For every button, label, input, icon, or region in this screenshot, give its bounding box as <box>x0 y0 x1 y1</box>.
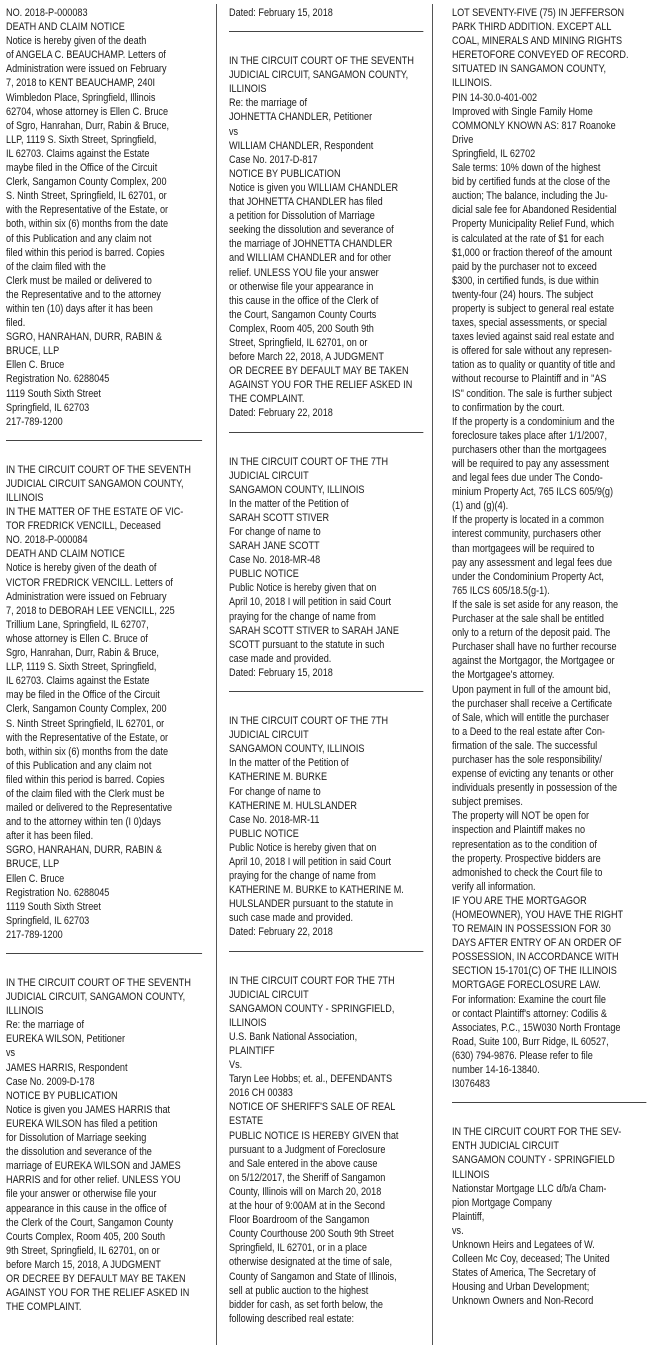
notice-line: or otherwise file your appearance in <box>229 280 374 293</box>
notice-line: both, within six (6) months from the date <box>6 745 169 758</box>
notice-line: U.S. Bank National Association, <box>229 1030 358 1043</box>
notice-line: of Sgro, Hanrahan, Durr, Rabin & Bruce, <box>6 119 170 132</box>
notice-line: SITUATED IN SANGAMON COUNTY, <box>452 63 607 76</box>
notice-line: pion Mortgage Company <box>452 1196 552 1209</box>
notice-line: Dated: February 22, 2018 <box>229 407 333 420</box>
notice-line: For change of name to <box>229 785 321 798</box>
notice-line: Upon payment in full of the amount bid, <box>452 683 611 696</box>
notice-line: 2016 CH 00383 <box>229 1087 293 1100</box>
notice-line: SGRO, HANRAHAN, DURR, RABIN & <box>6 331 162 344</box>
notice-line: Registration No. 6288045 <box>6 886 110 899</box>
notice-line: (630) 794-9876. Please refer to file <box>452 1049 593 1062</box>
notice-line: Notice is hereby given of the death of <box>6 562 157 575</box>
notice-line: Ellen C. Bruce <box>6 872 65 885</box>
notice-line: County, Illinois will on March 20, 2018 <box>229 1185 382 1198</box>
notice-line: to confirmation by the court. <box>452 401 565 414</box>
notice-line: within ten (10) days after it has been <box>6 302 153 315</box>
notice-line: IN THE CIRCUIT COURT OF THE SEVENTH <box>6 977 191 989</box>
notice-line: THE COMPLAINT. <box>6 1301 82 1314</box>
notice-line: PARK THIRD ADDITION. EXCEPT ALL <box>452 21 612 34</box>
notice-line: praying for the change of name from <box>229 870 376 883</box>
notice-line: Springfield, IL 62701, or in a place <box>229 1242 367 1255</box>
notice-line: Public Notice is hereby given that on <box>229 841 377 854</box>
notice-line: (1) and (g)(4). <box>452 500 509 513</box>
notice-line: KATHERINE M. BURKE to KATHERINE M. <box>229 884 404 897</box>
notice-line: 765 ILCS 605/18.5(g-1). <box>452 584 550 597</box>
notice-line: Vs. <box>229 1059 243 1072</box>
notice-line: of the claim filed with the Clerk must be <box>6 787 165 800</box>
notice-line: Clerk, Sangamon County Complex, 200 <box>6 176 167 189</box>
column-3 <box>452 6 646 1308</box>
notice-line: 217-789-1200 <box>6 928 63 941</box>
notice-line: and WILLIAM CHANDLER and for other <box>229 252 392 265</box>
legal-notice <box>229 54 423 420</box>
notice-line: that JOHNETTA CHANDLER has filed <box>229 196 383 209</box>
notice-line: filed within this period is barred. Copies <box>6 773 165 786</box>
notice-line: Complex, Room 405, 200 South 9th <box>229 322 374 335</box>
notice-line: pursuant to a Judgment of Foreclosure <box>229 1143 386 1156</box>
notice-line: April 10, 2018 I will petition in said Court <box>229 855 392 868</box>
column-1 <box>6 6 202 1314</box>
notice-line: the Clerk of the Court, Sangamon County <box>6 1216 174 1229</box>
notice-line: purchasers other than the mortgagees <box>452 443 607 456</box>
notice-line: against the Mortgagor, the Mortgagee or <box>452 655 615 668</box>
notice-line: auction; The balance, including the Ju- <box>452 190 608 203</box>
column-2 <box>229 6 423 1326</box>
notice-line: SARAH JANE SCOTT <box>229 540 320 553</box>
notice-line: If the property is located in a common <box>452 514 604 527</box>
notice-line: purchaser has the sole responsibility/ <box>452 753 602 766</box>
notice-line: tation as to quality or quantity of title and <box>452 359 616 372</box>
notice-line: 7, 2018 to KENT BEAUCHAMP, 240I <box>6 77 156 90</box>
notice-line: on 5/12/2017, the Sheriff of Sangamon <box>229 1171 386 1184</box>
notice-line: EUREKA WILSON has filed a petition <box>6 1117 158 1130</box>
notice-line: Case No. 2017-D-817 <box>229 153 318 166</box>
notice-line: of this Publication and any claim not <box>6 232 152 245</box>
notice-line: DEATH AND CLAIM NOTICE <box>6 21 125 34</box>
notice-line: SANGAMON COUNTY, ILLINOIS <box>229 483 365 496</box>
notice-line: to a Deed to the real estate after Con- <box>452 725 605 738</box>
notice-line: $1,000 or fraction thereof of the amount <box>452 246 613 259</box>
notice-line: vs <box>6 1047 16 1060</box>
notice-line: inspection and Plaintiff makes no <box>452 824 586 837</box>
notice-line: POSSESSION, IN ACCORDANCE WITH <box>452 951 619 964</box>
notice-line: pay any assessment and legal fees due <box>452 556 613 569</box>
notice-line: the Court, Sangamon County Courts <box>229 308 377 321</box>
legal-notice <box>229 6 423 20</box>
notice-line: of ANGELA C. BEAUCHAMP. Letters of <box>6 49 166 62</box>
notice-line: Drive <box>452 133 474 146</box>
notice-line: taxes, special assessments, or special <box>452 317 607 330</box>
notice-line: April 10, 2018 I will petition in said Court <box>229 596 392 609</box>
notice-line: LLP, 1119 S. Sixth Street, Springfield, <box>6 661 157 674</box>
legal-notice <box>6 976 202 1314</box>
notice-line: with the Representative of the Estate, or <box>6 731 169 744</box>
notice-line: vs. <box>452 1224 464 1237</box>
notice-line: (HOMEOWNER), YOU HAVE THE RIGHT <box>452 909 624 921</box>
notice-line: individuals presently in possession of the <box>452 782 618 795</box>
notice-line: 1119 South Sixth Street <box>6 900 101 913</box>
notice-line: the Mortgagee's attorney. <box>452 669 555 682</box>
notice-line: ILLINOIS <box>6 492 44 504</box>
notice-line: Springfield, IL 62702 <box>452 147 536 160</box>
notice-line: JUDICIAL CIRCUIT <box>229 988 309 1001</box>
notice-line: at the hour of 9:00AM at in the Second <box>229 1200 386 1213</box>
notice-line: expense of evicting any tenants or other <box>452 768 614 781</box>
notice-line: SANGAMON COUNTY, ILLINOIS <box>229 743 365 756</box>
notice-line: Administration were issued on February <box>6 63 167 76</box>
notice-line: SCOTT pursuant to the statute in such <box>229 638 385 651</box>
legal-notice <box>452 6 646 1091</box>
notice-line: bidder for cash, as set forth below, the <box>229 1298 383 1311</box>
notice-line: both, within six (6) months from the date <box>6 218 169 231</box>
notice-line: JAMES HARRIS, Respondent <box>6 1061 128 1074</box>
notice-line: the dissolution and severance of the <box>6 1146 152 1159</box>
notice-line: JOHNETTA CHANDLER, Petitioner <box>229 111 373 124</box>
notice-line: County Courthouse 200 South 9th Street <box>229 1228 394 1241</box>
notice-line: IN THE MATTER OF THE ESTATE OF VIC- <box>6 506 184 519</box>
notice-line: NO. 2018-P-000084 <box>6 534 88 547</box>
notice-line: The property will NOT be open for <box>452 810 590 823</box>
notice-line: file your answer or otherwise file your <box>6 1188 157 1201</box>
notice-line: PUBLIC NOTICE <box>229 827 299 840</box>
notice-line: admonished to check the Court file to <box>452 866 603 879</box>
notice-line: such case made and provided. <box>229 912 354 925</box>
notice-line: number 14-16-13840. <box>452 1064 540 1077</box>
notice-divider <box>6 953 202 954</box>
notice-line: 9th Street, Springfield, IL 62701, on or <box>6 1244 160 1257</box>
notice-line: of Sale, which will entitle the purchaser <box>452 711 609 724</box>
notice-line: Taryn Lee Hobbs; et. al., DEFENDANTS <box>229 1073 393 1086</box>
notice-line: taxes levied against said real estate and <box>452 331 615 344</box>
notice-line: JUDICIAL CIRCUIT <box>229 469 309 482</box>
notice-line: than mortgagees will be required to <box>452 542 595 555</box>
notice-line: Notice is hereby given of the death <box>6 35 147 48</box>
notice-line: NO. 2018-P-000083 <box>6 7 88 19</box>
notice-line: Wimbledon Place, Springfield, Illinois <box>6 91 156 104</box>
notice-line: without recourse to Plaintiff and in "AS <box>452 373 607 386</box>
notice-line: maybe filed in the Office of the Circuit <box>6 162 158 175</box>
legal-notice <box>452 1125 646 1308</box>
notice-line: seeking the dissolution and severance of <box>229 224 394 237</box>
notice-line: PUBLIC NOTICE <box>229 568 299 581</box>
notice-line: relief. UNLESS YOU file your answer <box>229 266 379 279</box>
notice-line: SANGAMON COUNTY - SPRINGFIELD <box>452 1154 615 1167</box>
notice-line: In the matter of the Petition of <box>229 497 349 510</box>
notice-line: If the sale is set aside for any reason, the <box>452 598 619 611</box>
notice-line: of this Publication and any claim not <box>6 759 152 772</box>
notice-line: JUDICIAL CIRCUIT <box>229 729 309 742</box>
notice-line: Housing and Urban Development; <box>452 1281 590 1294</box>
notice-line: otherwise designated at the time of sale, <box>229 1256 393 1269</box>
notice-line: KATHERINE M. HULSLANDER <box>229 799 357 812</box>
notice-line: ILLINOIS <box>452 1168 490 1181</box>
notice-line: HERETOFORE CONVEYED OF RECORD. <box>452 49 629 62</box>
notice-line: after it has been filed. <box>6 830 94 843</box>
notice-line: case made and provided. <box>229 652 332 665</box>
notice-line: States of America, The Secretary of <box>452 1267 596 1280</box>
notice-line: 1119 South Sixth Street <box>6 387 101 400</box>
notice-line: PUBLIC NOTICE IS HEREBY GIVEN that <box>229 1129 399 1142</box>
notice-line: IL 62703. Claims against the Estate <box>6 147 150 160</box>
notice-line: and to the attorney within ten (I 0)days <box>6 816 161 829</box>
notice-line: OR DECREE BY DEFAULT MAY BE TAKEN <box>229 365 409 378</box>
notice-line: 217-789-1200 <box>6 415 63 428</box>
notice-line: under the Condominium Property Act, <box>452 570 604 583</box>
notice-line: SECTION 15-1701(C) OF THE ILLINOIS <box>452 965 617 978</box>
notice-line: only to a return of the deposit paid. The <box>452 627 611 640</box>
notice-line: Purchaser at the sale shall be entitled <box>452 613 604 626</box>
notice-line: sell at public auction to the highest <box>229 1284 369 1297</box>
notice-line: THE COMPLAINT. <box>229 393 305 406</box>
notice-line: MORTGAGE FORECLOSURE LAW. <box>452 979 601 992</box>
notice-line: Street, Springfield, IL 62701, on or <box>229 336 368 349</box>
notice-line: Purchaser shall have no further recourse <box>452 641 617 654</box>
notice-line: Dated: February 22, 2018 <box>229 926 333 939</box>
notice-line: $300, in certified funds, is due within <box>452 274 599 287</box>
notice-line: COMMONLY KNOWN AS: 817 Roanoke <box>452 119 616 132</box>
notice-line: Ellen C. Bruce <box>6 359 65 372</box>
notice-line: praying for the change of name from <box>229 610 376 623</box>
notice-line: firmation of the sale. The successful <box>452 739 598 752</box>
notice-line: ILLINOIS. <box>452 77 493 90</box>
notice-line: DAYS AFTER ENTRY OF AN ORDER OF <box>452 937 622 950</box>
notice-line: BRUCE, LLP <box>6 858 60 871</box>
notice-line: PIN 14-30.0-401-002 <box>452 91 538 104</box>
notice-line: Dated: February 15, 2018 <box>229 666 333 679</box>
notice-line: EUREKA WILSON, Petitioner <box>6 1033 125 1046</box>
notice-line: IF YOU ARE THE MORTGAGOR <box>452 894 587 907</box>
notice-line: bid by certified funds at the close of the <box>452 176 611 189</box>
notice-line: Notice is given you WILLIAM CHANDLER <box>229 181 399 194</box>
notice-line: S. Ninth Street Springfield, IL 62701, or <box>6 717 165 730</box>
notice-line: Re: the marriage of <box>6 1019 84 1032</box>
notice-line: minium Property Act, 765 ILCS 605/9(g) <box>452 486 614 499</box>
notice-line: IN THE CIRCUIT COURT FOR THE 7TH <box>229 974 395 987</box>
notice-line: IS" condition. The sale is further subject <box>452 387 613 400</box>
notice-line: TOR FREDRICK VENCILL, Deceased <box>6 520 161 533</box>
notice-line: Road, Suite 100, Burr Ridge, IL 60527, <box>452 1035 609 1048</box>
notice-line: ESTATE <box>229 1115 264 1128</box>
notice-line: Floor Boardroom of the Sangamon <box>229 1214 370 1227</box>
column-divider <box>216 4 217 1345</box>
notice-line: PLAINTIFF <box>229 1045 275 1057</box>
notice-line: Administration were issued on February <box>6 590 167 603</box>
legal-notice <box>6 6 202 429</box>
notice-line: Public Notice is hereby given that on <box>229 582 377 595</box>
notice-line: Clerk, Sangamon County Complex, 200 <box>6 703 167 716</box>
notice-line: JUDICIAL CIRCUIT SANGAMON COUNTY, <box>6 477 184 490</box>
notice-line: property is subject to general real estate <box>452 302 615 315</box>
notice-line: representation as to the condition of <box>452 838 597 851</box>
notice-line: OR DECREE BY DEFAULT MAY BE TAKEN <box>6 1272 186 1285</box>
notice-line: TO REMAIN IN POSSESSION FOR 30 <box>452 923 611 936</box>
notice-line: For information: Examine the court file <box>452 993 606 1006</box>
notice-line: Dated: February 15, 2018 <box>229 7 333 19</box>
notice-divider <box>229 951 423 952</box>
notice-divider <box>229 31 423 32</box>
notice-divider <box>6 440 202 441</box>
notice-line: AGAINST YOU FOR THE RELIEF ASKED IN <box>6 1287 190 1300</box>
notice-line: Clerk must be mailed or delivered to <box>6 274 152 287</box>
notice-line: the marriage of JOHNETTA CHANDLER <box>229 238 393 251</box>
notice-line: 62704, whose attorney is Ellen C. Bruce <box>6 105 169 118</box>
notice-line: ENTH JUDICIAL CIRCUIT <box>452 1140 559 1153</box>
notice-line: the purchaser shall receive a Certificate <box>452 697 613 710</box>
notice-line: will be required to pay any assessment <box>452 458 609 470</box>
notice-line: Unknown Owners and Non-Record <box>452 1295 594 1308</box>
notice-line: and Sale entered in the above cause <box>229 1157 378 1170</box>
notice-line: or contact Plaintiff's attorney: Codilis & <box>452 1007 608 1020</box>
notice-line: filed. <box>6 317 26 330</box>
notice-line: of the claim filed with the <box>6 260 106 273</box>
notice-line: Springfield, IL 62703 <box>6 401 90 414</box>
notice-line: 7, 2018 to DEBORAH LEE VENCILL, 225 <box>6 604 175 617</box>
notice-divider <box>229 691 423 692</box>
notice-line: Plaintiff, <box>452 1210 485 1223</box>
column-divider <box>432 4 433 1345</box>
notice-divider <box>452 1102 646 1103</box>
notice-line: marriage of EUREKA WILSON and JAMES <box>6 1160 181 1173</box>
notice-line: Notice is given you JAMES HARRIS that <box>6 1103 171 1116</box>
notice-line: ILLINOIS <box>6 1005 44 1018</box>
notice-line: following described real estate: <box>229 1312 355 1325</box>
notice-line: For change of name to <box>229 526 321 538</box>
notice-line: ILLINOIS <box>229 1016 267 1029</box>
legal-notice <box>229 714 423 940</box>
notice-line: mailed or delivered to the Representative <box>6 802 173 815</box>
notice-line: dicial sale fee for Abandoned Residential <box>452 204 617 217</box>
notice-line: Sale terms: 10% down of the highest <box>452 162 601 175</box>
notice-line: for Dissolution of Marriage seeking <box>6 1132 147 1145</box>
notice-line: and legal fees due under The Condo- <box>452 472 603 485</box>
notice-line: Re: the marriage of <box>229 97 307 110</box>
notice-line: If the property is a condominium and the <box>452 415 615 428</box>
notice-line: foreclosure takes place after 1/1/2007, <box>452 429 607 442</box>
notice-line: verify all information. <box>452 880 536 893</box>
notice-line: IN THE CIRCUIT COURT OF THE SEVENTH <box>229 55 414 68</box>
notice-line: before March 22, 2018, A JUDGMENT <box>229 351 384 364</box>
notice-line: this cause in the office of the Clerk of <box>229 294 379 307</box>
notice-line: IN THE CIRCUIT COURT FOR THE SEV- <box>452 1126 622 1139</box>
notice-line: Unknown Heirs and Legatees of W. <box>452 1238 595 1251</box>
notice-divider <box>229 432 423 433</box>
notice-line: County of Sangamon and State of Illinois, <box>229 1270 397 1283</box>
notice-line: S. Ninth Street, Springfield, IL 62701, or <box>6 190 167 203</box>
notice-line: LOT SEVENTY-FIVE (75) IN JEFFERSON <box>452 7 625 19</box>
notice-line: WILLIAM CHANDLER, Respondent <box>229 139 374 152</box>
notice-line: Courts Complex, Room 405, 200 South <box>6 1230 166 1243</box>
notice-line: Improved with Single Family Home <box>452 105 593 118</box>
notice-line: the Representative and to the attorney <box>6 288 161 301</box>
notice-line: a petition for Dissolution of Marriage <box>229 210 375 223</box>
notice-line: SARAH SCOTT STIVER to SARAH JANE <box>229 624 399 637</box>
notice-line: NOTICE BY PUBLICATION <box>6 1089 118 1102</box>
notice-line: appearance in this cause in the office of <box>6 1202 167 1215</box>
notice-line: whose attorney is Ellen C. Bruce of <box>6 632 148 645</box>
notice-line: COAL, MINERALS AND MINING RIGHTS <box>452 35 623 48</box>
notice-line: twenty-four (24) hours. The subject <box>452 288 594 301</box>
notice-line: Case No. 2018-MR-48 <box>229 554 321 567</box>
notice-line: Nationstar Mortgage LLC d/b/a Cham- <box>452 1182 607 1195</box>
notice-line: AGAINST YOU FOR THE RELIEF ASKED IN <box>229 379 413 392</box>
legal-notice <box>229 455 423 681</box>
notice-line: HULSLANDER pursuant to the statute in <box>229 898 394 911</box>
notice-line: Case No. 2009-D-178 <box>6 1075 95 1088</box>
notice-line: JUDICIAL CIRCUIT, SANGAMON COUNTY, <box>229 69 409 82</box>
notice-line: Property Municipality Relief Fund, which <box>452 218 615 231</box>
legal-notice <box>6 463 202 942</box>
notice-line: Case No. 2018-MR-11 <box>229 813 320 826</box>
notice-line: Associates, P.C., 15W030 North Frontage <box>452 1021 621 1034</box>
notice-line: NOTICE BY PUBLICATION <box>229 167 341 180</box>
notice-line: IL 62703. Claims against the Estate <box>6 675 150 688</box>
notice-line: IN THE CIRCUIT COURT OF THE SEVENTH <box>6 463 191 476</box>
notice-line: HARRIS and for other relief. UNLESS YOU <box>6 1174 181 1187</box>
notice-line: Trillium Lane, Springfield, IL 62707, <box>6 618 149 631</box>
notice-line: is calculated at the rate of $1 for each <box>452 232 604 245</box>
notice-line: filed within this period is barred. Copies <box>6 246 165 259</box>
notice-line: NOTICE OF SHERIFF'S SALE OF REAL <box>229 1101 396 1114</box>
notice-line: is offered for sale without any represen- <box>452 345 612 358</box>
notice-line: IN THE CIRCUIT COURT OF THE 7TH <box>229 455 389 468</box>
notice-line: the property. Prospective bidders are <box>452 852 601 865</box>
notice-line: interest community, purchasers other <box>452 528 602 541</box>
notice-line: KATHERINE M. BURKE <box>229 771 328 784</box>
notice-line: Colleen Mc Coy, deceased; The United <box>452 1253 610 1266</box>
notice-line: before March 15, 2018, A JUDGMENT <box>6 1258 161 1271</box>
notice-line: SARAH SCOTT STIVER <box>229 511 330 524</box>
notice-line: ILLINOIS <box>229 83 267 96</box>
notice-line: DEATH AND CLAIM NOTICE <box>6 548 125 561</box>
notice-line: with the Representative of the Estate, or <box>6 204 169 217</box>
notice-line: JUDICIAL CIRCUIT, SANGAMON COUNTY, <box>6 991 186 1004</box>
notice-line: I3076483 <box>452 1078 491 1091</box>
notice-line: may be filed in the Office of the Circuit <box>6 689 160 702</box>
notice-line: Registration No. 6288045 <box>6 373 110 386</box>
notice-line: Sgro, Hanrahan, Durr, Rabin & Bruce, <box>6 647 159 660</box>
notice-line: BRUCE, LLP <box>6 345 60 358</box>
notice-line: Springfield, IL 62703 <box>6 914 90 927</box>
notice-line: subject premises. <box>452 796 523 809</box>
notice-line: IN THE CIRCUIT COURT OF THE 7TH <box>229 715 389 728</box>
notice-line: SGRO, HANRAHAN, DURR, RABIN & <box>6 844 162 857</box>
notice-line: LLP, 1119 S. Sixth Street, Springfield, <box>6 133 157 146</box>
legal-notice <box>229 974 423 1326</box>
notice-line: VICTOR FREDRICK VENCILL. Letters of <box>6 576 173 589</box>
notice-line: SANGAMON COUNTY - SPRINGFIELD, <box>229 1002 395 1015</box>
notice-line: In the matter of the Petition of <box>229 757 349 770</box>
notice-line: paid by the purchaser not to exceed <box>452 260 597 273</box>
notice-line: vs <box>229 125 239 138</box>
